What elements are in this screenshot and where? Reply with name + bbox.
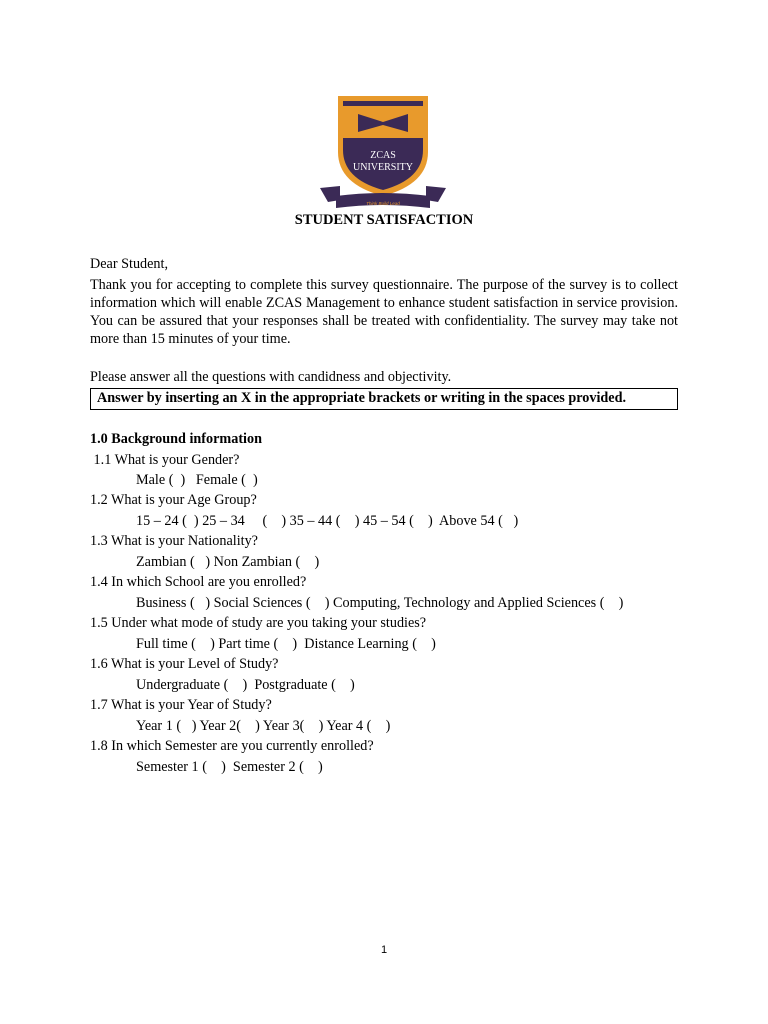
options-age-group[interactable]: 15 – 24 ( ) 25 – 34 ( ) 35 – 44 ( ) 45 – 54 ( ) Above 54 ( ) [136,513,519,529]
question-year-of-study: 1.7 What is your Year of Study? [90,697,272,713]
question-study-mode: 1.5 Under what mode of study are you taking your studies? [90,615,427,631]
intro-paragraph: Thank you for accepting to complete this survey questionnaire. The purpose of the survey is to collect information which will enable ZCAS Management to enhance student satisfaction in service provision. You can be assured that your responses shall be treated with confidentiality. The survey may take not more than 15 minutes of your time. [90,277,678,347]
instruction-text: Please answer all the questions with candidness and objectivity. [90,369,452,385]
options-semester[interactable]: Semester 1 ( ) Semester 2 ( ) [136,759,323,775]
options-school[interactable]: Business ( ) Social Sciences ( ) Computing, Technology and Applied Sciences ( ) [136,595,624,611]
options-study-mode[interactable]: Full time ( ) Part time ( ) Distance Learning ( ) [136,636,436,652]
section-heading: 1.0 Background information [90,431,262,447]
options-year-of-study[interactable]: Year 1 ( ) Year 2( ) Year 3( ) Year 4 ( ) [136,718,391,734]
question-gender: 1.1 What is your Gender? [90,452,240,468]
document-title: STUDENT SATISFACTION [294,212,474,228]
question-nationality: 1.3 What is your Nationality? [90,533,258,549]
question-level-of-study: 1.6 What is your Level of Study? [90,656,279,672]
logo-line2: UNIVERSITY [353,162,413,173]
logo-line1: ZCAS [370,150,396,161]
greeting: Dear Student, [90,256,169,272]
question-semester: 1.8 In which Semester are you currently enrolled? [90,738,374,754]
options-gender[interactable]: Male ( ) Female ( ) [136,472,258,488]
options-nationality[interactable]: Zambian ( ) Non Zambian ( ) [136,554,320,570]
logo-motto: Think Build Lead [366,201,400,206]
question-age-group: 1.2 What is your Age Group? [90,492,257,508]
page-number: 1 [380,944,388,956]
options-level-of-study[interactable]: Undergraduate ( ) Postgraduate ( ) [136,677,355,693]
zcas-university-logo [318,92,448,214]
boxed-instruction: Answer by inserting an X in the appropriate brackets or writing in the spaces provided. [90,388,678,410]
question-school: 1.4 In which School are you enrolled? [90,574,307,590]
